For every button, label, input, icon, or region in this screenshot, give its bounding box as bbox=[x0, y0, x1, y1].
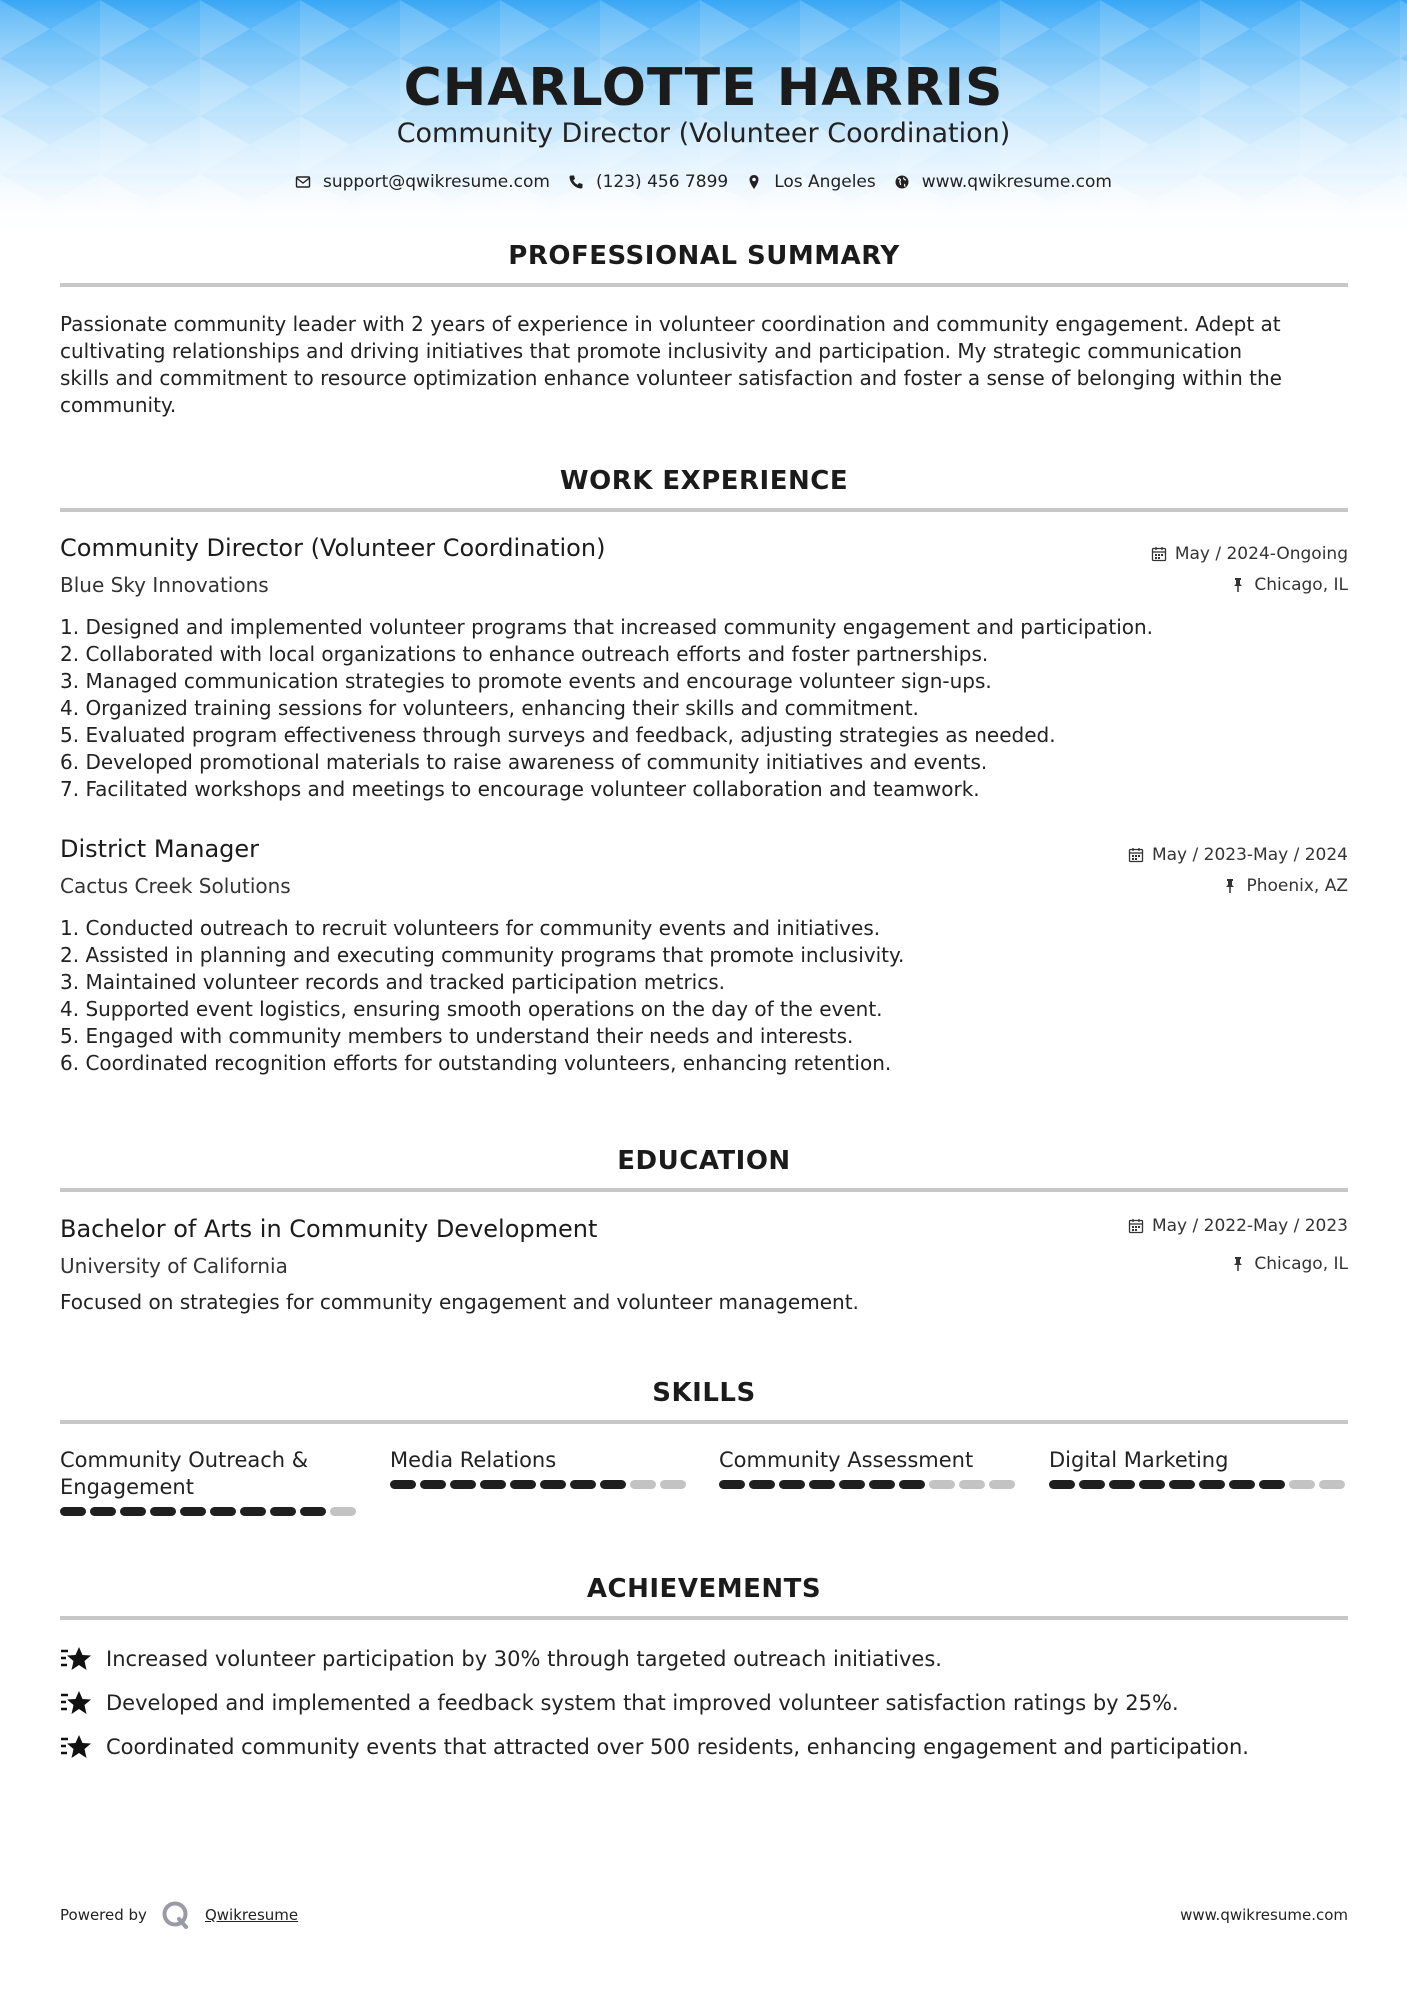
summary-line: cultivating relationships and driving initiatives that promote inclusivity and participation. My strategic communication bbox=[60, 339, 1242, 363]
skill-item bbox=[1049, 1447, 1349, 1489]
job-location bbox=[1222, 876, 1348, 896]
achievements-heading: ACHIEVEMENTS bbox=[586, 1574, 822, 1604]
list-item: 2. Assisted in planning and executing community programs that promote inclusivity. bbox=[60, 943, 905, 967]
skill-dot-filled bbox=[1259, 1480, 1285, 1489]
location-text: Los Angeles bbox=[774, 172, 876, 192]
footer-powered-by bbox=[60, 1900, 298, 1930]
job-bullets bbox=[60, 614, 1348, 803]
skill-dot-filled bbox=[839, 1480, 865, 1489]
website-text[interactable]: www.qwikresume.com bbox=[921, 172, 1112, 192]
job-location bbox=[1230, 575, 1348, 595]
skill-dot-filled bbox=[510, 1480, 536, 1489]
skill-dot-filled bbox=[869, 1480, 895, 1489]
company-name: Blue Sky Innovations bbox=[60, 573, 269, 597]
resume-header bbox=[0, 0, 1407, 240]
envelope-icon bbox=[295, 174, 311, 190]
skill-item bbox=[390, 1447, 690, 1489]
job-location-text: Phoenix, AZ bbox=[1246, 876, 1348, 896]
education-description: Focused on strategies for community engagement and volunteer management. bbox=[60, 1290, 859, 1314]
education-dates-text: May / 2022-May / 2023 bbox=[1151, 1216, 1348, 1236]
summary-text bbox=[60, 311, 1348, 419]
job-dates-text: May / 2024-Ongoing bbox=[1174, 544, 1348, 564]
skill-dot-filled bbox=[90, 1507, 116, 1516]
experience-heading: WORK EXPERIENCE bbox=[559, 466, 849, 496]
company-name: Cactus Creek Solutions bbox=[60, 874, 291, 898]
education-rule bbox=[60, 1188, 1348, 1192]
achievements-rule bbox=[60, 1616, 1348, 1620]
skill-dot-filled bbox=[1049, 1480, 1075, 1489]
calendar-icon bbox=[1151, 546, 1167, 562]
skill-dot-filled bbox=[809, 1480, 835, 1489]
education-location bbox=[1230, 1254, 1348, 1274]
job-bullets bbox=[60, 915, 1348, 1077]
achievement-item bbox=[60, 1645, 942, 1673]
candidate-name: CHARLOTTE HARRIS bbox=[403, 58, 1004, 118]
education-dates bbox=[1128, 1216, 1348, 1236]
skill-dot-empty bbox=[959, 1480, 985, 1489]
achievement-item bbox=[60, 1689, 1179, 1717]
skill-dot-filled bbox=[480, 1480, 506, 1489]
list-item: 6. Coordinated recognition efforts for outstanding volunteers, enhancing retention. bbox=[60, 1051, 892, 1075]
skill-rating bbox=[390, 1480, 690, 1489]
skill-dot-filled bbox=[120, 1507, 146, 1516]
skill-dot-filled bbox=[570, 1480, 596, 1489]
list-item: 5. Evaluated program effectiveness through surveys and feedback, adjusting strategies as needed. bbox=[60, 723, 1056, 747]
skill-dot-filled bbox=[390, 1480, 416, 1489]
skill-dot-filled bbox=[240, 1507, 266, 1516]
achievement-text: Coordinated community events that attracted over 500 residents, enhancing engagement and participation. bbox=[106, 1735, 1249, 1759]
footer-website[interactable]: www.qwikresume.com bbox=[1180, 1906, 1348, 1924]
skills-heading: SKILLS bbox=[652, 1378, 756, 1408]
list-item: 3. Maintained volunteer records and tracked participation metrics. bbox=[60, 970, 725, 994]
phone-text[interactable]: (123) 456 7899 bbox=[595, 172, 729, 192]
skill-name: Digital Marketing bbox=[1049, 1448, 1229, 1472]
list-item: 1. Designed and implemented volunteer programs that increased community engagement and participation. bbox=[60, 615, 1154, 639]
star-award-icon bbox=[60, 1733, 92, 1761]
job-dates bbox=[1128, 845, 1348, 865]
summary-line: skills and commitment to resource optimization enhance volunteer satisfaction and foster a sense of belonging within the bbox=[60, 366, 1282, 390]
skill-item bbox=[60, 1447, 360, 1516]
education-heading: EDUCATION bbox=[617, 1146, 791, 1176]
skill-dot-empty bbox=[929, 1480, 955, 1489]
skill-dot-filled bbox=[749, 1480, 775, 1489]
contact-website bbox=[894, 172, 1112, 192]
skill-dot-filled bbox=[600, 1480, 626, 1489]
candidate-title: Community Director (Volunteer Coordination) bbox=[396, 118, 1011, 149]
summary-line: community. bbox=[60, 393, 177, 417]
job-title: Community Director (Volunteer Coordination) bbox=[60, 534, 606, 562]
summary-rule bbox=[60, 283, 1348, 287]
education-location-text: Chicago, IL bbox=[1254, 1254, 1348, 1274]
summary-heading: PROFESSIONAL SUMMARY bbox=[508, 241, 900, 271]
achievement-text: Developed and implemented a feedback system that improved volunteer satisfaction ratings by 25%. bbox=[106, 1691, 1179, 1715]
experience-rule bbox=[60, 508, 1348, 512]
skill-dot-filled bbox=[1169, 1480, 1195, 1489]
calendar-icon bbox=[1128, 847, 1144, 863]
skill-dot-filled bbox=[540, 1480, 566, 1489]
list-item: 5. Engaged with community members to understand their needs and interests. bbox=[60, 1024, 854, 1048]
globe-icon bbox=[894, 174, 910, 190]
email-text[interactable]: support@qwikresume.com bbox=[323, 172, 550, 192]
skill-dot-empty bbox=[330, 1507, 356, 1516]
skill-dot-filled bbox=[1079, 1480, 1105, 1489]
skills-rule bbox=[60, 1420, 1348, 1424]
contact-email bbox=[295, 172, 550, 192]
skill-dot-empty bbox=[1319, 1480, 1345, 1489]
skill-dot-filled bbox=[1229, 1480, 1255, 1489]
achievement-text: Increased volunteer participation by 30% through targeted outreach initiatives. bbox=[106, 1647, 942, 1671]
skill-dot-empty bbox=[989, 1480, 1015, 1489]
skill-dot-filled bbox=[270, 1507, 296, 1516]
skill-dot-filled bbox=[899, 1480, 925, 1489]
list-item: 7. Facilitated workshops and meetings to encourage volunteer collaboration and teamwork. bbox=[60, 777, 980, 801]
pin-icon bbox=[1230, 1256, 1246, 1272]
skill-dot-filled bbox=[779, 1480, 805, 1489]
qwikresume-link[interactable]: Qwikresume bbox=[204, 1906, 299, 1924]
skill-dot-filled bbox=[180, 1507, 206, 1516]
skill-name-continued: Engagement bbox=[60, 1475, 194, 1499]
skill-dot-filled bbox=[210, 1507, 236, 1516]
contact-bar bbox=[0, 172, 1407, 192]
list-item: 4. Supported event logistics, ensuring smooth operations on the day of the event. bbox=[60, 997, 883, 1021]
skill-name: Media Relations bbox=[390, 1448, 557, 1472]
skill-dot-filled bbox=[450, 1480, 476, 1489]
skill-dot-empty bbox=[630, 1480, 656, 1489]
star-award-icon bbox=[60, 1645, 92, 1673]
job-location-text: Chicago, IL bbox=[1254, 575, 1348, 595]
skill-dot-filled bbox=[420, 1480, 446, 1489]
pin-icon bbox=[1230, 577, 1246, 593]
skill-dot-empty bbox=[660, 1480, 686, 1489]
list-item: 3. Managed communication strategies to promote events and encourage volunteer sign-ups. bbox=[60, 669, 992, 693]
pin-icon bbox=[1222, 878, 1238, 894]
school-name: University of California bbox=[60, 1254, 288, 1278]
skill-dot-empty bbox=[1289, 1480, 1315, 1489]
list-item: 6. Developed promotional materials to raise awareness of community initiatives and events. bbox=[60, 750, 988, 774]
qwikresume-logo-icon bbox=[161, 1900, 191, 1930]
list-item: 4. Organized training sessions for volunteers, enhancing their skills and commitment. bbox=[60, 696, 919, 720]
skill-rating bbox=[1049, 1480, 1349, 1489]
job-title: District Manager bbox=[60, 835, 260, 863]
skill-rating bbox=[719, 1480, 1019, 1489]
job-dates-text: May / 2023-May / 2024 bbox=[1151, 845, 1348, 865]
summary-line: Passionate community leader with 2 years of experience in volunteer coordination and community engagement. Adept at bbox=[60, 312, 1281, 336]
degree-title: Bachelor of Arts in Community Development bbox=[60, 1215, 598, 1243]
calendar-icon bbox=[1128, 1218, 1144, 1234]
map-pin-icon bbox=[746, 174, 762, 190]
skill-dot-filled bbox=[300, 1507, 326, 1516]
skill-dot-filled bbox=[719, 1480, 745, 1489]
powered-by-label: Powered by bbox=[60, 1906, 147, 1924]
skill-dot-filled bbox=[60, 1507, 86, 1516]
skill-dot-filled bbox=[1139, 1480, 1165, 1489]
contact-phone bbox=[568, 172, 728, 192]
skill-name: Community Outreach & bbox=[60, 1448, 309, 1472]
skill-dot-filled bbox=[1109, 1480, 1135, 1489]
skill-dot-filled bbox=[150, 1507, 176, 1516]
skill-dot-filled bbox=[1199, 1480, 1225, 1489]
skill-name: Community Assessment bbox=[719, 1448, 974, 1472]
star-award-icon bbox=[60, 1689, 92, 1717]
skill-item bbox=[719, 1447, 1019, 1489]
phone-icon bbox=[568, 174, 584, 190]
achievement-item bbox=[60, 1733, 1249, 1761]
contact-location bbox=[746, 172, 876, 192]
list-item: 2. Collaborated with local organizations to enhance outreach efforts and foster partnerships. bbox=[60, 642, 989, 666]
job-dates bbox=[1151, 544, 1348, 564]
list-item: 1. Conducted outreach to recruit volunteers for community events and initiatives. bbox=[60, 916, 881, 940]
skill-rating bbox=[60, 1507, 360, 1516]
